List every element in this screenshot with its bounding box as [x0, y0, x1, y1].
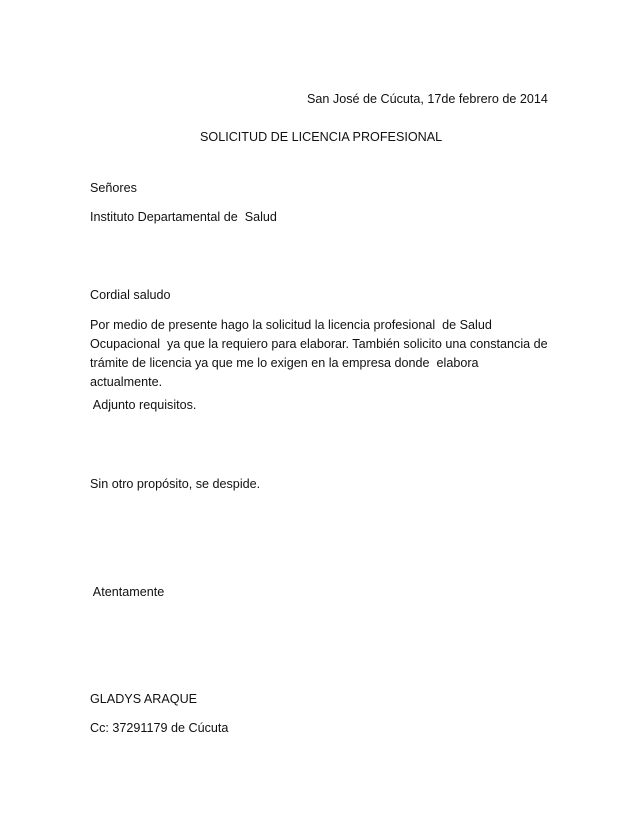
letter-date: San José de Cúcuta, 17de febrero de 2014 [307, 92, 548, 106]
body-line: Por medio de presente hago la solicitud la licencia profesional de Salud [90, 318, 492, 332]
signer-name: GLADYS ARAQUE [90, 692, 198, 706]
letter-title: SOLICITUD DE LICENCIA PROFESIONAL [200, 130, 443, 144]
signer-id: Cc: 37291179 de Cúcuta [90, 721, 229, 735]
recipient-institution: Instituto Departamental de Salud [90, 210, 277, 224]
body-line: actualmente. [90, 375, 163, 389]
regards: Atentamente [90, 585, 165, 599]
body-line: trámite de licencia ya que me lo exigen en la empresa donde elabora [90, 356, 479, 370]
body-line: Ocupacional ya que la requiero para elaborar. También solicito una constancia de [90, 337, 548, 351]
letter-body [90, 316, 560, 392]
attachment-note: Adjunto requisitos. [90, 398, 197, 412]
closing-line: Sin otro propósito, se despide. [90, 477, 261, 491]
greeting: Cordial saludo [90, 288, 171, 302]
recipient-salutation: Señores [90, 181, 137, 195]
